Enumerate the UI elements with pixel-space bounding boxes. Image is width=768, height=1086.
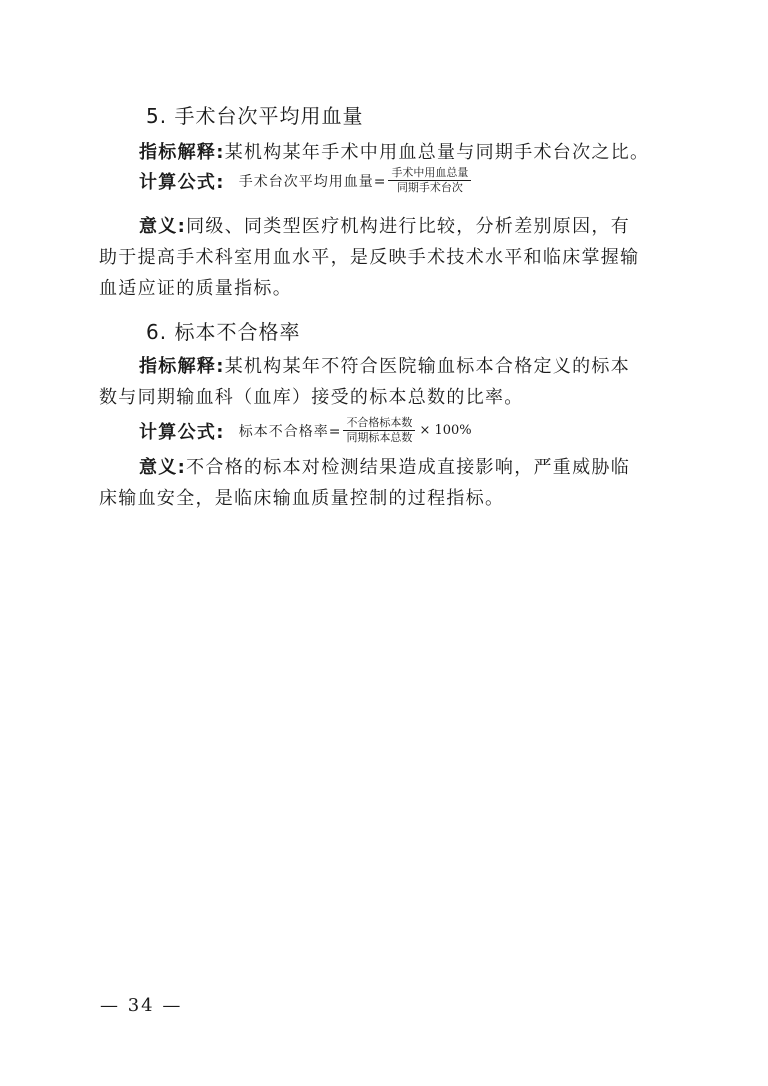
formula-multiplier: × 100% xyxy=(419,423,472,438)
section-6-meaning xyxy=(99,452,689,514)
meaning-line-2: 助于提高手术科室用血水平，是反映手术技术水平和临床掌握输 xyxy=(99,247,640,268)
formula-numerator: 不合格标本数 xyxy=(343,416,415,431)
formula-fraction xyxy=(388,166,471,195)
explanation-text: 某机构某年手术中用血总量与同期手术台次之比。 xyxy=(224,142,650,163)
section-6-explanation xyxy=(99,351,689,413)
explanation-line-1: 某机构某年不符合医院输血标本合格定义的标本 xyxy=(224,356,631,377)
formula-denominator: 同期手术台次 xyxy=(396,181,463,194)
formula-lhs: 标本不合格率= xyxy=(238,423,342,440)
meaning-line-1: 不合格的标本对检测结果造成直接影响，严重威胁临 xyxy=(186,457,631,478)
formula-label: 计算公式: xyxy=(139,171,225,193)
section-6-formula xyxy=(139,416,472,445)
formula-label: 计算公式: xyxy=(139,421,225,443)
explanation-line-2: 数与同期输血科（血库）接受的标本总数的比率。 xyxy=(99,387,524,408)
section-5-heading: 5. 手术台次平均用血量 xyxy=(146,104,364,128)
explanation-label: 指标解释: xyxy=(139,356,225,377)
meaning-label: 意义: xyxy=(139,216,187,237)
explanation-label: 指标解释: xyxy=(139,142,225,163)
formula-denominator: 同期标本总数 xyxy=(346,431,413,444)
section-5-meaning xyxy=(99,211,689,304)
meaning-line-2: 床输血安全，是临床输血质量控制的过程指标。 xyxy=(99,488,505,509)
section-5-explanation xyxy=(99,137,689,168)
section-5-formula xyxy=(139,166,473,195)
formula-lhs: 手术台次平均用血量= xyxy=(238,173,387,190)
page-number: — 34 — xyxy=(100,995,183,1016)
meaning-line-3: 血适应证的质量指标。 xyxy=(99,278,292,299)
formula-numerator: 手术中用血总量 xyxy=(388,166,471,181)
meaning-line-1: 同级、同类型医疗机构进行比较，分析差别原因，有 xyxy=(186,216,631,237)
section-6-heading: 6. 标本不合格率 xyxy=(146,320,301,344)
meaning-label: 意义: xyxy=(139,457,187,478)
formula-fraction xyxy=(343,416,415,445)
